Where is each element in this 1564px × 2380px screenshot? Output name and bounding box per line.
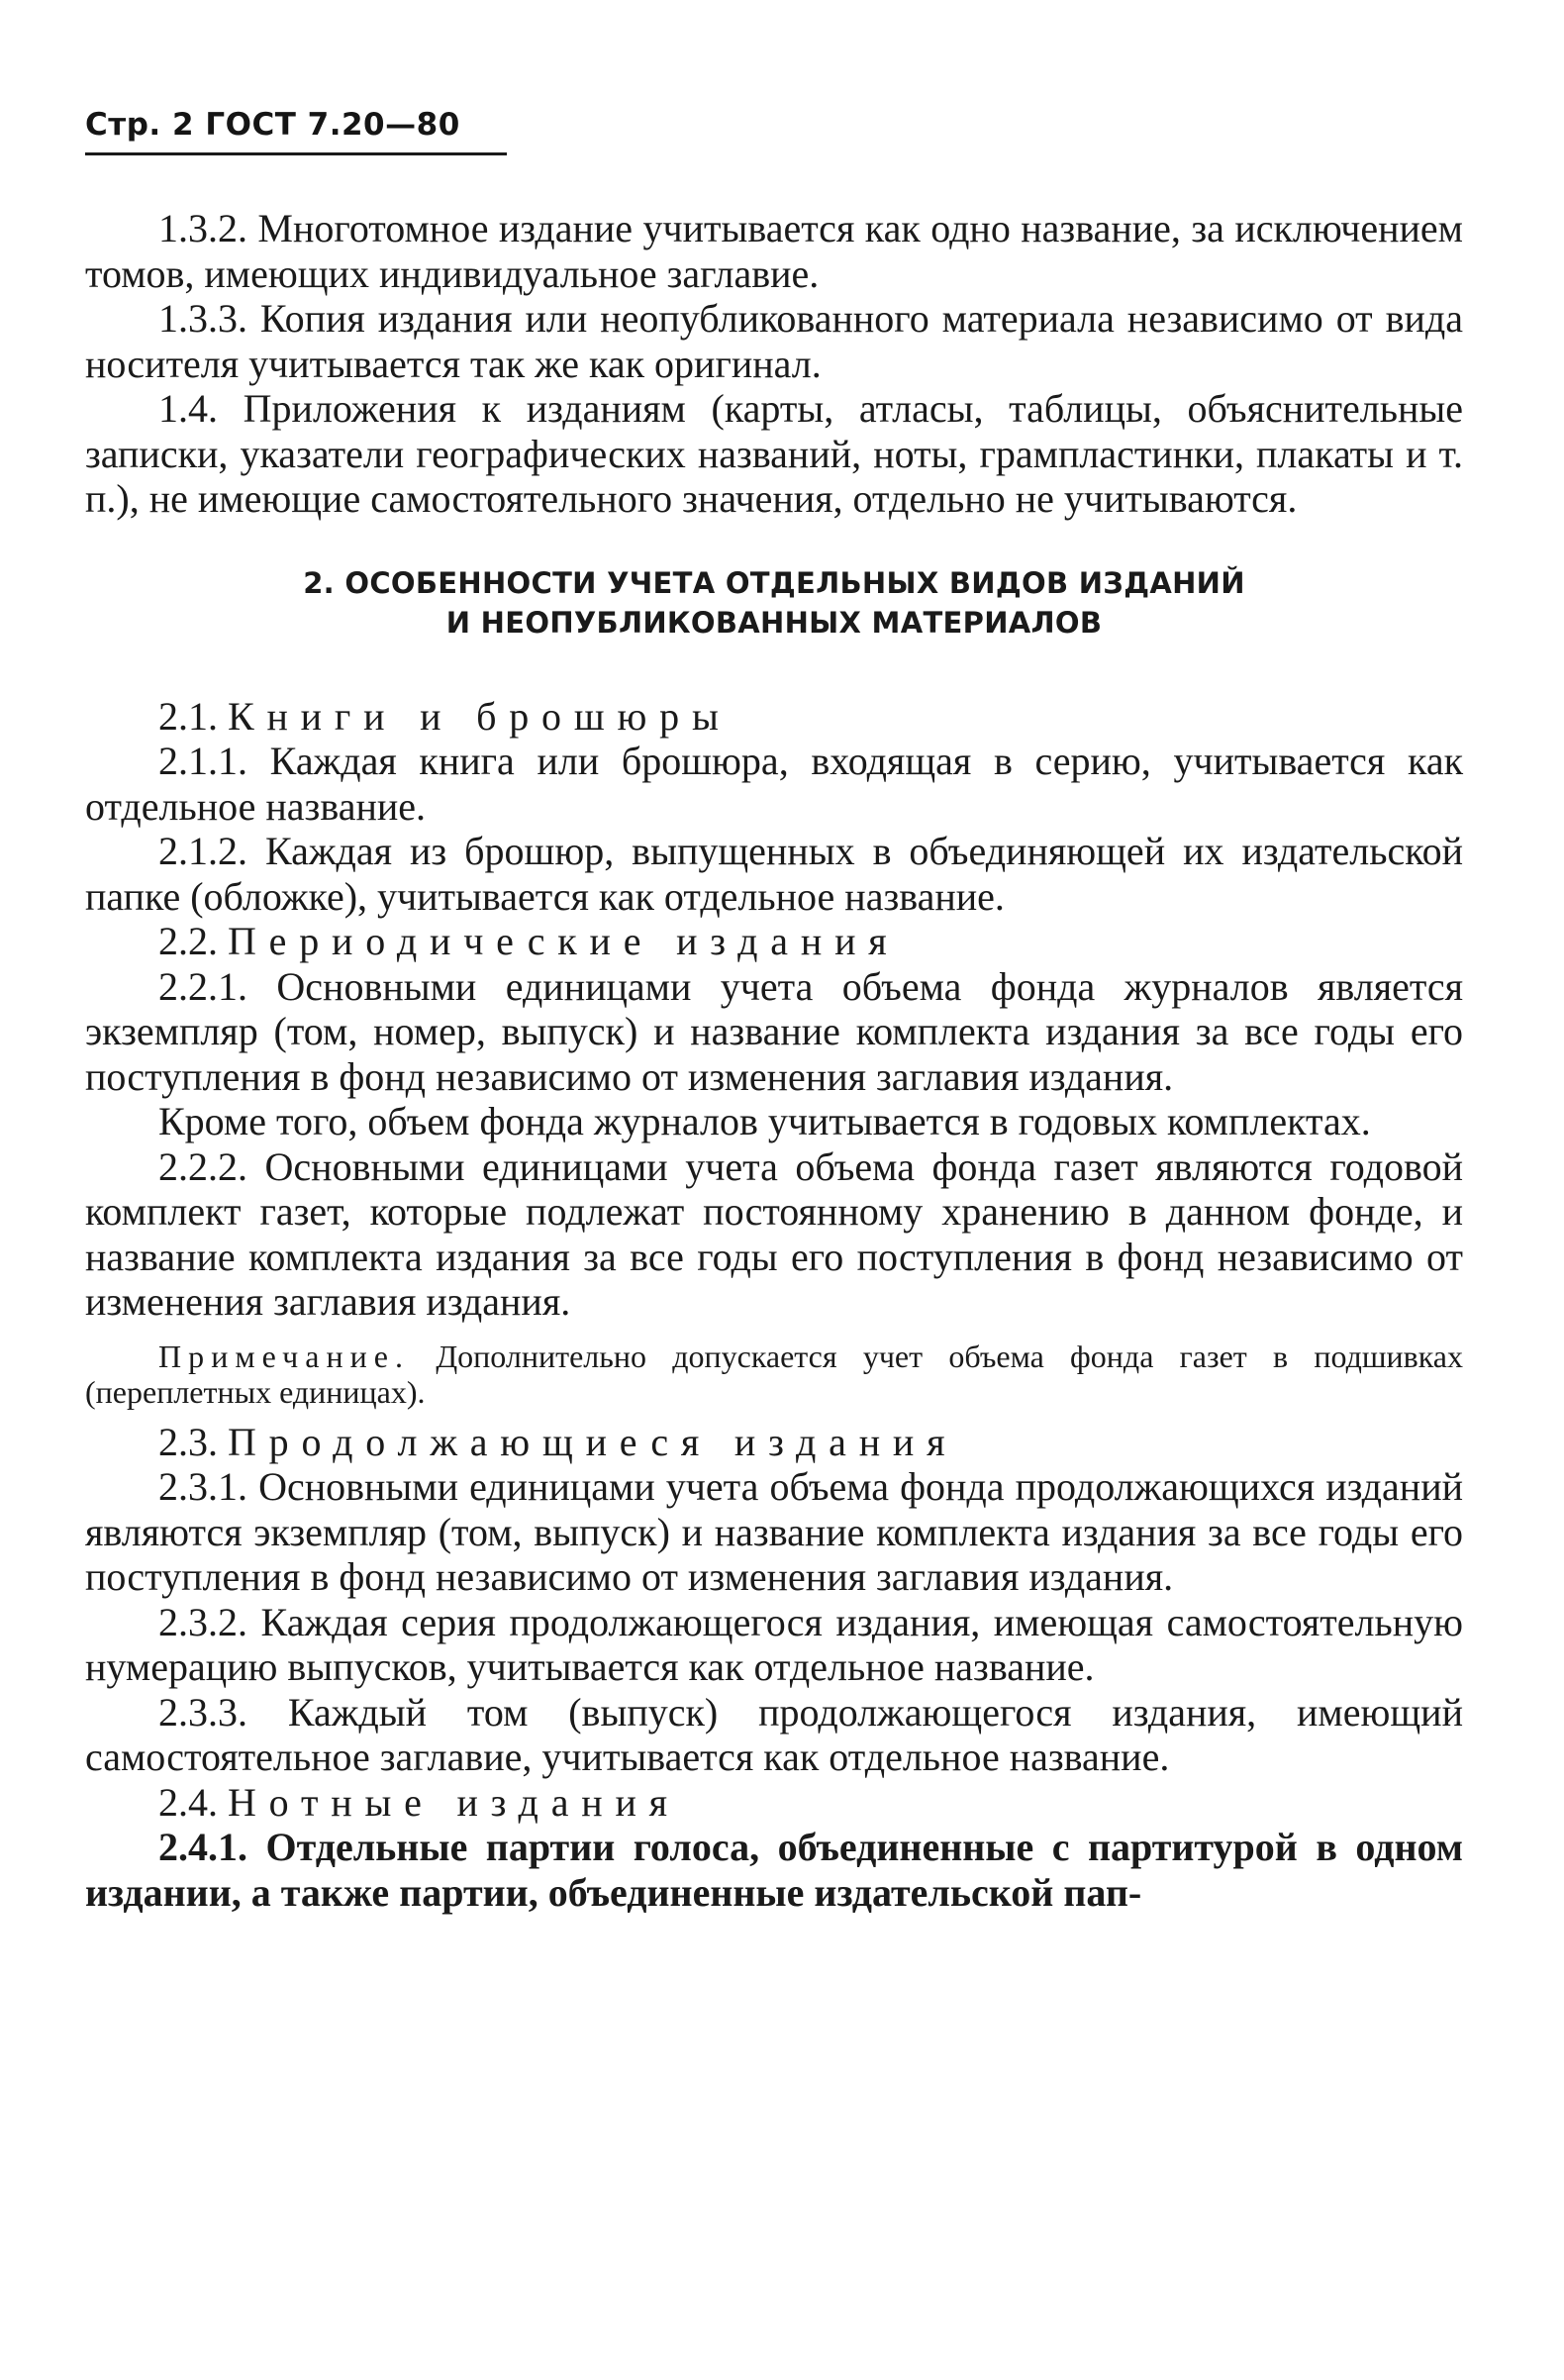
note	[85, 1339, 1463, 1410]
paragraph-2-1-1: 2.1.1. Каждая книга или брошюра, входящая в серию, учитывается как отдельное название.	[85, 739, 1463, 829]
running-header: Стр. 2 ГОСТ 7.20—80	[85, 107, 460, 143]
note-text: Дополнительно допускается учет объема фонда газет в подшивках (переплетных единицах).	[85, 1338, 1464, 1410]
paragraph-2-2-1: 2.2.1. Основными единицами учета объема фонда журналов является экземпляр (том, номер, выпуск) и название комплекта издания за все годы его поступления в фонд независимо от изменения заглавия издания.	[85, 963, 1463, 1099]
section-2-title	[85, 563, 1463, 643]
subsection-2-4-heading	[85, 1780, 1463, 1826]
paragraph-2-3-1: 2.3.1. Основными единицами учета объема фонда продолжающихся изданий являются экземпляр (том, выпуск) и название комплекта издания за все годы его поступления в фонд независимо от изменения заглавия издания.	[85, 1464, 1463, 1599]
subsection-2-3-number: 2.3.	[158, 1419, 218, 1464]
subsection-2-4-number: 2.4.	[158, 1779, 218, 1825]
subsection-2-1-title: Книги и брошюры	[228, 693, 732, 739]
section-2-title-line1: 2. ОСОБЕННОСТИ УЧЕТА ОТДЕЛЬНЫХ ВИДОВ ИЗДАНИЙ	[303, 565, 1245, 600]
paragraph-2-3-3: 2.3.3. Каждый том (выпуск) продолжающегося издания, имеющий самостоятельное заглавие, учитывается как отдельное название.	[85, 1689, 1463, 1779]
paragraph-2-4-1: 2.4.1. Отдельные партии голоса, объединенные с партитурой в одном издании, а также партии, объединенные издательской пап-	[85, 1825, 1463, 1915]
paragraph-1-3-2: 1.3.2. Многотомное издание учитывается как одно название, за исключением томов, имеющих индивидуальное заглавие.	[85, 206, 1463, 296]
paragraph-2-2-2: 2.2.2. Основными единицами учета объема фонда газет являются годовой комплект газет, которые подлежат постоянному хранению в данном фонде, и название комплекта издания за все годы его поступления в фонд независимо от изменения заглавия издания.	[85, 1143, 1463, 1324]
subsection-2-1-number: 2.1.	[158, 693, 218, 739]
subsection-2-2-title: Периодические издания	[228, 919, 900, 963]
header-rule	[85, 152, 507, 155]
paragraph-2-1-2: 2.1.2. Каждая из брошюр, выпущенных в объединяющей их издательской папке (обложке), учитывается как отдельное название.	[85, 829, 1463, 919]
subsection-2-2-heading	[85, 919, 1463, 964]
paragraph-2-3-2: 2.3.2. Каждая серия продолжающегося издания, имеющая самостоятельную нумерацию выпусков, учитывается как отдельное название.	[85, 1599, 1463, 1689]
subsection-2-2-number: 2.2.	[158, 919, 218, 963]
section-2-title-line2: И НЕОПУБЛИКОВАННЫХ МАТЕРИАЛОВ	[445, 605, 1103, 640]
paragraph-1-4: 1.4. Приложения к изданиям (карты, атласы, таблицы, объяснительные записки, указатели географических названий, ноты, грампластинки, плакаты и т. п.), не имеющие самостоятельного значения, отдельно не учитываются.	[85, 386, 1463, 521]
subsection-2-1-heading	[85, 694, 1463, 740]
paragraph-1-3-3: 1.3.3. Копия издания или неопубликованного материала независимо от вида носителя учитывается так же как оригинал.	[85, 296, 1463, 386]
paragraph-2-2-1-continued: Кроме того, объем фонда журналов учитывается в годовых комплектах.	[158, 1099, 1371, 1143]
note-label: Примечание.	[158, 1338, 411, 1374]
subsection-2-4-title: Нотные издания	[228, 1779, 680, 1825]
subsection-2-3-title: Продолжающиеся издания	[228, 1419, 958, 1464]
document-body	[85, 206, 1463, 1915]
subsection-2-3-heading	[85, 1420, 1463, 1465]
